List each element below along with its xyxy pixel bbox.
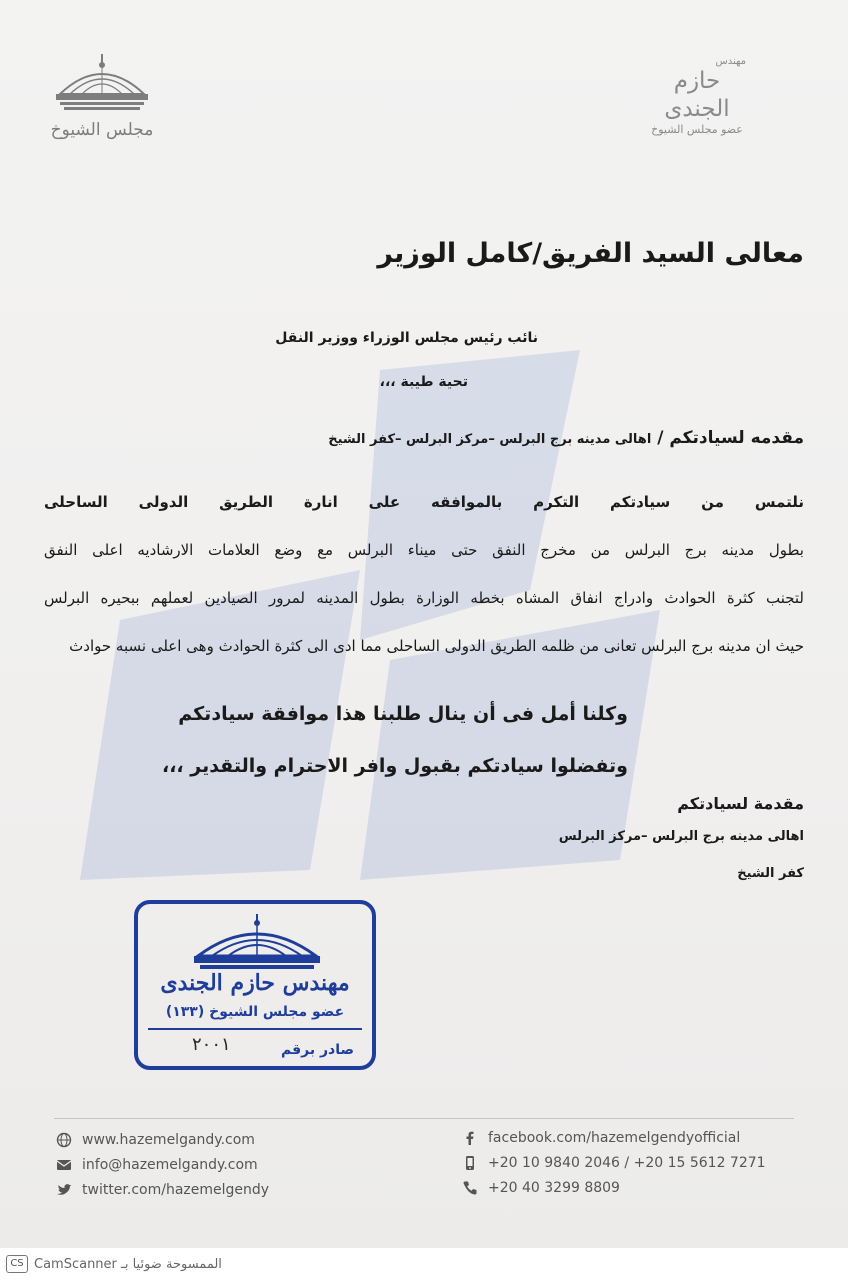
official-stamp bbox=[134, 900, 376, 1070]
phone-text: +20 40 3299 8809 bbox=[488, 1180, 620, 1196]
submitted-by bbox=[44, 428, 804, 448]
twitter-icon bbox=[56, 1182, 72, 1198]
closing-line: وتفضلوا سيادتكم بقبول وافر الاحترام والتقدير ،،، bbox=[161, 755, 628, 777]
stamp-issued-label: صادر برقم bbox=[280, 1042, 354, 1058]
salutation-heading: معالى السيد الفريق/كامل الوزير bbox=[377, 238, 804, 269]
member-logo bbox=[642, 56, 752, 136]
signoff-heading: مقدمة لسيادتكم bbox=[677, 794, 804, 813]
twitter-text: twitter.com/hazemelgendy bbox=[82, 1182, 270, 1198]
senate-logo bbox=[48, 52, 156, 140]
signoff-line-2: كفر الشيخ bbox=[737, 866, 804, 881]
footer-website bbox=[56, 1132, 255, 1148]
member-title: مهندس bbox=[715, 56, 746, 67]
email-text: info@hazemelgandy.com bbox=[82, 1157, 258, 1173]
body-line: نلتمس من سيادتكم التكرم بالموافقه على انارة الطريق الدولى الساحلى bbox=[44, 493, 804, 511]
mobiles-text: +20 10 9840 2046 / +20 15 5612 7271 bbox=[488, 1155, 766, 1171]
hope-line: وكلنا أمل فى أن ينال طلبنا هذا موافقة سيادتكم bbox=[178, 703, 628, 725]
camscanner-badge: CS bbox=[6, 1255, 28, 1273]
footer-twitter bbox=[56, 1182, 269, 1198]
mail-icon bbox=[56, 1157, 72, 1173]
website-text: www.hazemelgandy.com bbox=[82, 1132, 255, 1148]
body-line: لتجنب كثرة الحوادث وادراج انفاق المشاه بخطه الوزارة بطول المدينه لمرور الصيادين لعملهم ببحيره البرلس bbox=[44, 589, 804, 607]
stamp-name: مهندس حازم الجندى bbox=[160, 970, 350, 996]
phone-icon bbox=[462, 1180, 478, 1196]
camscanner-text: CamScanner الممسوحة ضوئيا بـ bbox=[34, 1256, 222, 1272]
member-name: حازم الجندى bbox=[664, 68, 730, 122]
signoff-line-1: اهالى مدينه برج البرلس –مركز البرلس bbox=[558, 829, 804, 844]
globe-icon bbox=[56, 1132, 72, 1148]
closing-block bbox=[162, 688, 628, 792]
mobile-phone-icon bbox=[462, 1155, 478, 1171]
facebook-text: facebook.com/hazemelgendyofficial bbox=[488, 1130, 741, 1146]
letter-body bbox=[44, 478, 804, 670]
camscanner-watermark-bar bbox=[0, 1248, 848, 1280]
submitted-label: مقدمه لسيادتكم / bbox=[657, 428, 804, 448]
footer-email bbox=[56, 1157, 258, 1173]
greeting: تحية طيبة ،،، bbox=[379, 374, 468, 390]
member-role: عضو مجلس الشيوخ bbox=[651, 123, 743, 136]
senate-logo-label: مجلس الشيوخ bbox=[50, 120, 154, 140]
signoff-block bbox=[559, 794, 804, 903]
footer-mobiles bbox=[462, 1155, 766, 1171]
recipient-subtitle: نائب رئيس مجلس الوزراء ووزير النقل bbox=[275, 330, 538, 346]
stamp-subtitle: عضو مجلس الشيوخ (١٣٣) bbox=[165, 1004, 345, 1020]
footer-facebook bbox=[462, 1130, 740, 1146]
stamp-dome-icon bbox=[192, 912, 322, 972]
dome-icon bbox=[52, 52, 152, 114]
footer-divider bbox=[54, 1118, 794, 1119]
stamp-divider bbox=[148, 1028, 362, 1030]
body-line: بطول مدينه برج البرلس من مخرج النفق حتى ميناء البرلس مع وضع العلامات الارشاديه اعلى النفق bbox=[44, 541, 804, 559]
stamp-issued-number: ٢٠٠١ bbox=[192, 1034, 231, 1055]
body-line: حيث ان مدينه برج البرلس تعانى من ظلمه الطريق الدولى الساحلى مما ادى الى كثرة الحوادث وهى اعلى نسبه حوادث bbox=[69, 637, 804, 655]
submitted-from: اهالى مدينه برج البرلس –مركز البرلس –كفر الشيخ bbox=[328, 432, 652, 447]
footer-phone bbox=[462, 1180, 620, 1196]
facebook-icon bbox=[462, 1130, 478, 1146]
